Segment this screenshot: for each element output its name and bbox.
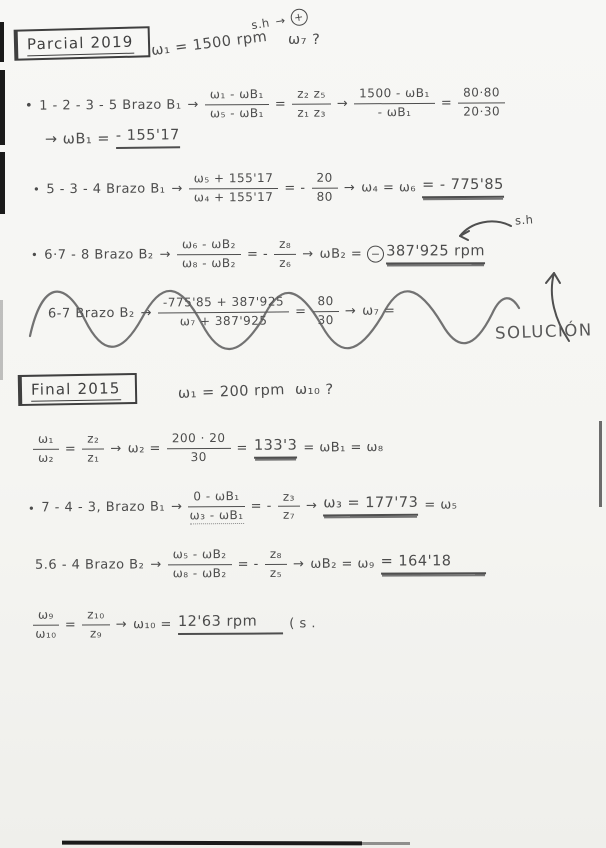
fraction-numerator: z₃ bbox=[278, 490, 300, 507]
fraction-denominator: ω₁₀ bbox=[35, 626, 57, 641]
result-value: = - 775'85 bbox=[422, 177, 504, 198]
fraction-denominator: 30 bbox=[190, 449, 207, 464]
result-value: 387'925 rpm bbox=[386, 243, 485, 264]
curved-arrow-icon bbox=[455, 220, 513, 246]
result-lead: ωB₂ = ω₉ bbox=[310, 556, 375, 572]
equals-sign: = bbox=[236, 440, 248, 456]
scan-bottom-edge bbox=[62, 841, 362, 846]
scan-edge-artifact bbox=[0, 70, 5, 145]
result-lead: ωB₂ = bbox=[319, 246, 363, 262]
bullet: • bbox=[27, 501, 36, 516]
result-value: = 164'18 bbox=[381, 553, 486, 574]
fraction bbox=[354, 87, 435, 120]
sh-label: s.h bbox=[250, 15, 271, 32]
fraction-numerator: 1500 - ωB₁ bbox=[354, 87, 435, 104]
given-text: ω₁ = 200 rpm bbox=[177, 382, 286, 402]
fraction bbox=[188, 490, 244, 524]
parcial-title-box bbox=[14, 26, 150, 61]
scan-edge-artifact bbox=[0, 300, 3, 380]
fraction bbox=[33, 433, 59, 466]
fraction-numerator: 20 bbox=[311, 172, 337, 189]
result-lead: → ωB₁ = bbox=[44, 130, 111, 148]
arrow-icon: → bbox=[187, 97, 199, 113]
equals-sign: = bbox=[64, 617, 77, 633]
fraction bbox=[265, 548, 287, 581]
equals-sign: = - bbox=[246, 246, 269, 262]
fraction bbox=[292, 88, 331, 121]
fraction-denominator: z₅ bbox=[269, 565, 283, 580]
result-value: 133'3 bbox=[254, 437, 298, 458]
fraction-numerator: ω₅ + 155'17 bbox=[189, 172, 279, 189]
fraction-numerator: ω₁ - ωB₁ bbox=[205, 88, 269, 105]
fraction bbox=[311, 172, 337, 205]
fraction-denominator: z₁ bbox=[87, 450, 100, 465]
train-label: 5 - 3 - 4 Brazo B₁ bbox=[46, 181, 166, 197]
given-text: ω₁ = 1500 rpm bbox=[150, 28, 269, 60]
fraction-denominator: - ωB₁ bbox=[377, 104, 412, 120]
fraction-numerator: 200 · 20 bbox=[167, 432, 231, 449]
fraction bbox=[205, 88, 269, 121]
arrow-icon: → bbox=[274, 12, 287, 28]
equals-sign: = bbox=[274, 96, 287, 112]
fraction-numerator: z₈ bbox=[274, 238, 296, 255]
result-lead: ω₄ = ω₆ bbox=[361, 180, 417, 196]
question-parcial bbox=[285, 32, 323, 48]
equation-line-7 bbox=[32, 547, 489, 581]
result-tail: = ω₅ bbox=[424, 497, 458, 514]
equals-sign: = - bbox=[250, 499, 272, 515]
arrow-icon: → bbox=[150, 557, 162, 573]
arrow-icon: → bbox=[305, 498, 318, 514]
fraction-numerator: ω₁ bbox=[33, 433, 59, 450]
fraction bbox=[82, 608, 110, 641]
fraction-denominator: ω₃ - ωB₁ bbox=[189, 507, 244, 523]
fraction-numerator: z₂ z₅ bbox=[292, 88, 331, 105]
fraction bbox=[177, 238, 241, 271]
solution-label: SOLUCIÓN bbox=[494, 320, 593, 343]
fraction-numerator: ω₉ bbox=[33, 609, 59, 626]
scan-edge-artifact bbox=[0, 22, 4, 62]
equation-line-8 bbox=[30, 607, 319, 641]
fraction-denominator: ω₈ - ωB₂ bbox=[172, 565, 227, 581]
equation-line-5 bbox=[30, 431, 387, 465]
fraction-denominator: z₉ bbox=[89, 626, 103, 641]
arrow-icon: → bbox=[110, 441, 122, 457]
result-lead: ω₂ = bbox=[127, 441, 161, 457]
train-label: 7 - 4 - 3, Brazo B₁ bbox=[41, 499, 166, 516]
question-text: ω₇ ? bbox=[288, 32, 321, 48]
fraction bbox=[274, 238, 296, 271]
equals-sign: = - bbox=[237, 556, 259, 572]
fraction-numerator: 80 bbox=[312, 295, 338, 312]
bullet: • bbox=[24, 98, 34, 114]
section-title-parcial: Parcial 2019 bbox=[27, 33, 134, 57]
fraction-numerator: z₈ bbox=[265, 548, 287, 565]
arrow-icon: → bbox=[292, 556, 305, 572]
fraction-denominator: ω₄ + 155'17 bbox=[193, 189, 274, 205]
result-value: - 155'17 bbox=[116, 127, 180, 149]
fraction-numerator: ω₆ - ωB₂ bbox=[177, 238, 241, 255]
fraction-numerator: 80·80 bbox=[458, 86, 505, 103]
result-tail: = ωB₁ = ω₈ bbox=[303, 439, 384, 456]
fraction-numerator: z₁₀ bbox=[82, 608, 110, 625]
section-title-final: Final 2015 bbox=[31, 379, 121, 402]
fraction-numerator: z₂ bbox=[82, 433, 104, 450]
train-label: 6·7 - 8 Brazo B₂ bbox=[44, 247, 154, 263]
fraction bbox=[278, 490, 300, 523]
fraction-denominator: ω₈ - ωB₂ bbox=[182, 255, 236, 271]
equals-sign: = bbox=[295, 304, 307, 320]
fraction-denominator: ω₇ + 387'925 bbox=[179, 313, 268, 329]
fraction bbox=[189, 172, 279, 205]
fraction bbox=[168, 548, 232, 581]
scan-bottom-edge bbox=[362, 842, 410, 845]
bullet: • bbox=[32, 182, 41, 197]
sh-label: s.h bbox=[514, 212, 534, 228]
scan-edge-artifact bbox=[0, 152, 5, 214]
train-label: 1 - 2 - 3 - 5 Brazo B₁ bbox=[39, 97, 182, 114]
fraction-denominator: ω₂ bbox=[38, 450, 54, 465]
equation-line-3 bbox=[28, 237, 488, 271]
result-value: 12'63 rpm bbox=[178, 613, 283, 635]
scribble-strikethrough bbox=[22, 272, 522, 364]
result-lead: ω₁₀ = bbox=[133, 616, 172, 633]
equals-sign: = bbox=[64, 441, 77, 457]
arrow-icon: → bbox=[344, 303, 357, 319]
arrow-icon: → bbox=[302, 246, 314, 262]
circled-plus-icon: + bbox=[289, 8, 308, 27]
arrow-icon: → bbox=[171, 499, 183, 515]
sh-annotation-top bbox=[247, 7, 310, 33]
equation-line-2 bbox=[30, 171, 507, 206]
fraction-numerator: ω₅ - ωB₂ bbox=[168, 548, 232, 565]
arrow-icon: → bbox=[159, 247, 172, 263]
fraction bbox=[458, 86, 505, 119]
scan-right-edge bbox=[599, 421, 602, 507]
equation-line-1 bbox=[22, 86, 508, 122]
sh-annotation-line3 bbox=[512, 212, 537, 228]
given-speed-final bbox=[175, 382, 288, 402]
fraction-denominator: z₁ z₃ bbox=[297, 105, 326, 120]
result-lead: ω₇ = bbox=[362, 303, 396, 319]
circled-minus-icon: − bbox=[367, 245, 384, 262]
question-final bbox=[292, 382, 337, 398]
equals-sign: = bbox=[440, 95, 453, 111]
fraction-numerator: -775'85 + 387'925 bbox=[158, 295, 289, 313]
fraction-numerator: 0 - ωB₁ bbox=[188, 490, 244, 507]
result-tail: ( s . bbox=[289, 616, 317, 632]
fraction bbox=[33, 609, 59, 642]
arrow-icon: → bbox=[336, 96, 349, 112]
fraction-denominator: 30 bbox=[317, 312, 334, 327]
equation-line-1b bbox=[42, 127, 183, 149]
arrow-icon: → bbox=[171, 181, 183, 197]
equation-line-6 bbox=[25, 488, 461, 525]
fraction-denominator: z₇ bbox=[282, 507, 296, 523]
result-value: ω₃ = 177'73 bbox=[323, 495, 418, 517]
fraction bbox=[82, 433, 104, 466]
final-title-box bbox=[18, 373, 137, 406]
fraction-denominator: 80 bbox=[316, 189, 333, 204]
fraction-denominator: z₆ bbox=[279, 255, 292, 270]
train-label: 6-7 Brazo B₂ bbox=[47, 305, 135, 322]
arrow-icon: → bbox=[343, 180, 356, 196]
equals-sign: = - bbox=[284, 180, 306, 196]
train-label: 5.6 - 4 Brazo B₂ bbox=[34, 557, 145, 573]
arrow-icon: → bbox=[140, 305, 153, 321]
arrow-icon: → bbox=[115, 617, 128, 633]
question-text: ω₁₀ ? bbox=[295, 382, 334, 398]
bullet: • bbox=[30, 248, 39, 263]
fraction bbox=[167, 432, 231, 465]
fraction-denominator: 20·30 bbox=[463, 104, 501, 119]
fraction-denominator: ω₅ - ωB₁ bbox=[209, 105, 264, 121]
